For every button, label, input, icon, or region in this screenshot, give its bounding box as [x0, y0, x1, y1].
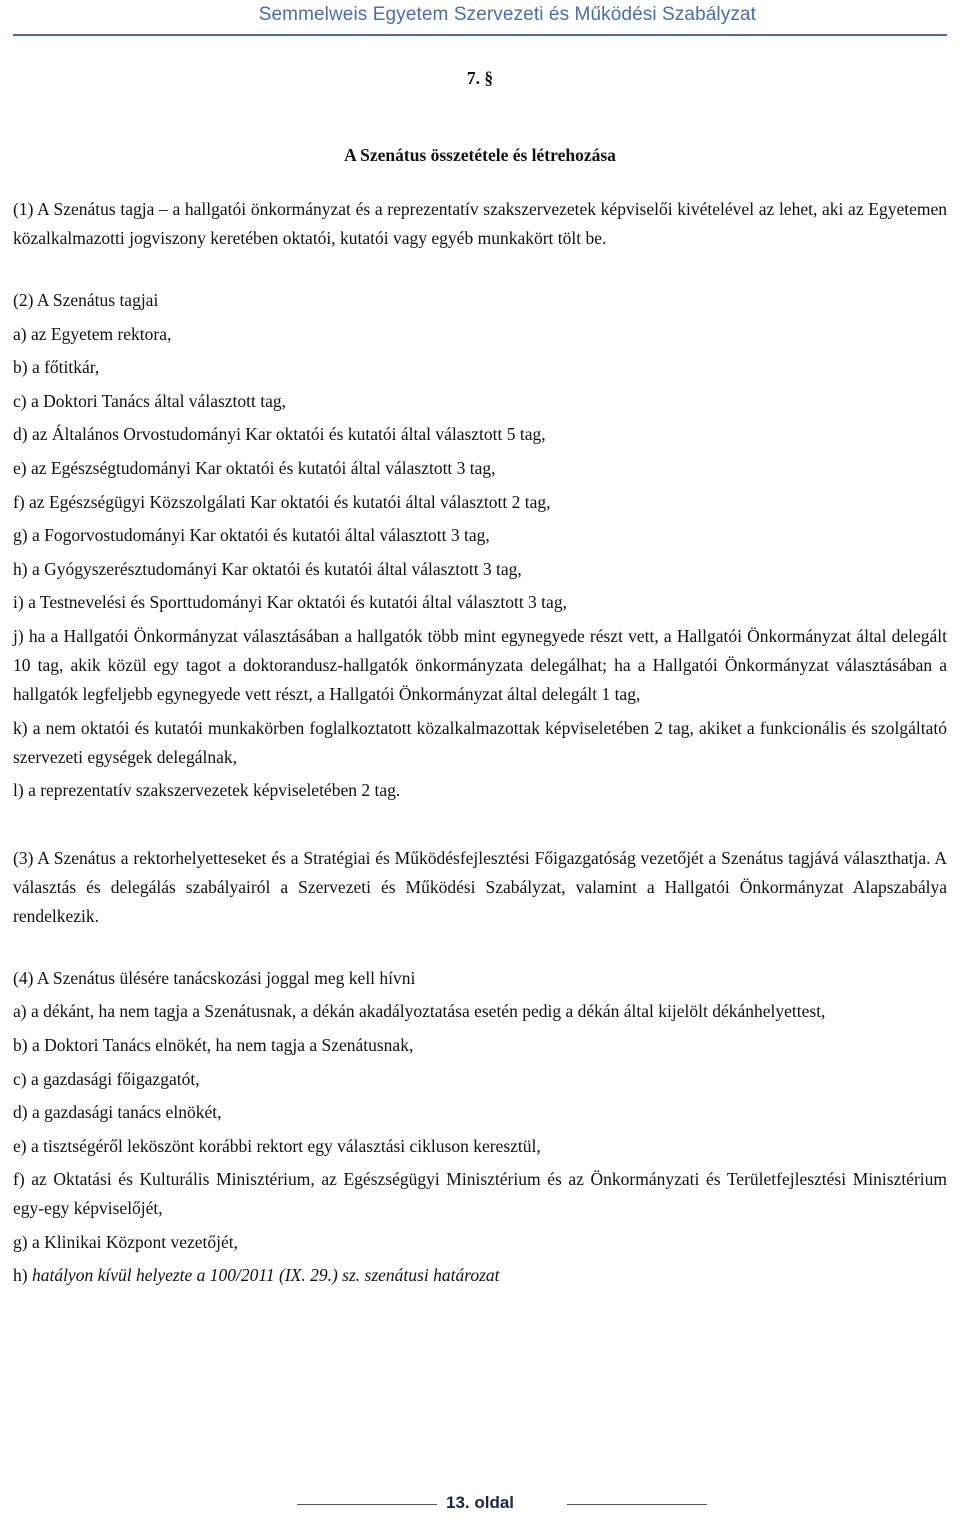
header-divider: [13, 34, 947, 36]
list-item: d) az Általános Orvostudományi Kar oktatói és kutatói által választott 5 tag,: [13, 424, 546, 445]
section-number: 7. §: [466, 68, 494, 88]
header-title: Semmelweis Egyetem Szervezeti és Működési Szabályzat: [258, 4, 756, 25]
paragraph-2: [13, 286, 947, 805]
list-item: j) ha a Hallgatói Önkormányzat választásában a hallgatók több mint egynegyede részt vett, a Hallgatói Önkormányzat által delegált 10 tag, akik közül egy tagot a doktorandusz-hallgatók önkormányzata delegálhat; ha a Hallgatói Önkormányzat választásában a hallgatók legfeljebb egynegyede vett részt, a Hallgatói Önkormányzat által delegált 1 tag,: [13, 625, 947, 704]
paragraph-4: [13, 964, 947, 1291]
list-item: g) a Klinikai Központ vezetőjét,: [13, 1231, 238, 1252]
list-item: b) a főtitkár,: [13, 357, 100, 378]
document-body: [13, 60, 947, 1295]
list-item: e) a tisztségéről leköszönt korábbi rektort egy választási cikluson keresztül,: [13, 1135, 541, 1156]
page-header: [0, 0, 960, 34]
list-item: f) az Egészségügyi Közszolgálati Kar oktatói és kutatói által választott 2 tag,: [13, 491, 551, 512]
list-item-label: h): [13, 1265, 32, 1286]
list-item: a) a dékánt, ha nem tagja a Szenátusnak, a dékán akadályoztatása esetén pedig a dékán által kijelölt dékánhelyettest,: [13, 1001, 826, 1022]
list-item: e) az Egészségtudományi Kar oktatói és kutatói által választott 3 tag,: [13, 457, 496, 478]
paragraph-3: (3) A Szenátus a rektorhelyetteseket és a Stratégiai és Működésfejlesztési Főigazgatóság vezetőjét a Szenátus tagjává választhatja. A választás és delegálás szabályairól a Szervezeti és Működési Szabályzat, valamint a Hallgatói Önkormányzat Alapszabálya rendelkezik.: [13, 847, 947, 926]
paragraph-2-intro: (2) A Szenátus tagjai: [13, 290, 159, 310]
list-item: g) a Fogorvostudományi Kar oktatói és kutatói által választott 3 tag,: [13, 525, 490, 546]
list-item: k) a nem oktatói és kutatói munkakörben foglalkoztatott közalkalmazottak képviseletében 2 tag, akiket a funkcionális és szolgáltató szervezeti egységek delegálnak,: [13, 717, 947, 767]
list-item: [13, 1261, 947, 1290]
page-number: 13. oldal: [445, 1493, 515, 1512]
list-item-repealed-note: hatályon kívül helyezte a 100/2011 (IX. 29.) sz. szenátusi határozat: [31, 1265, 500, 1286]
footer-divider-right: [567, 1504, 707, 1505]
list-item: d) a gazdasági tanács elnökét,: [13, 1102, 222, 1123]
list-item: c) a gazdasági főigazgatót,: [13, 1068, 200, 1089]
list-item: c) a Doktori Tanács által választott tag,: [13, 390, 287, 411]
list-item: f) az Oktatási és Kulturális Minisztérium, az Egészségügyi Minisztérium és az Önkormányzati és Területfejlesztési Minisztérium egy-egy képviselőjét,: [13, 1169, 947, 1219]
list-item: a) az Egyetem rektora,: [13, 323, 172, 344]
list-item: b) a Doktori Tanács elnökét, ha nem tagja a Szenátusnak,: [13, 1034, 414, 1055]
page-footer: [0, 1490, 960, 1520]
section-title: A Szenátus összetétele és létrehozása: [344, 145, 616, 165]
list-item: h) a Gyógyszerésztudományi Kar oktatói és kutatói által választott 3 tag,: [13, 558, 522, 579]
list-item: l) a reprezentatív szakszervezetek képviseletében 2 tag.: [13, 780, 401, 801]
list-item: i) a Testnevelési és Sporttudományi Kar oktatói és kutatói által választott 3 tag,: [13, 592, 567, 613]
paragraph-1: (1) A Szenátus tagja – a hallgatói önkormányzat és a reprezentatív szakszervezetek képviselői kivételével az lehet, aki az Egyetemen közalkalmazotti jogviszony keretében oktatói, kutatói vagy egyéb munkakört tölt be.: [13, 199, 947, 248]
paragraph-4-intro: (4) A Szenátus ülésére tanácskozási joggal meg kell hívni: [13, 967, 416, 988]
